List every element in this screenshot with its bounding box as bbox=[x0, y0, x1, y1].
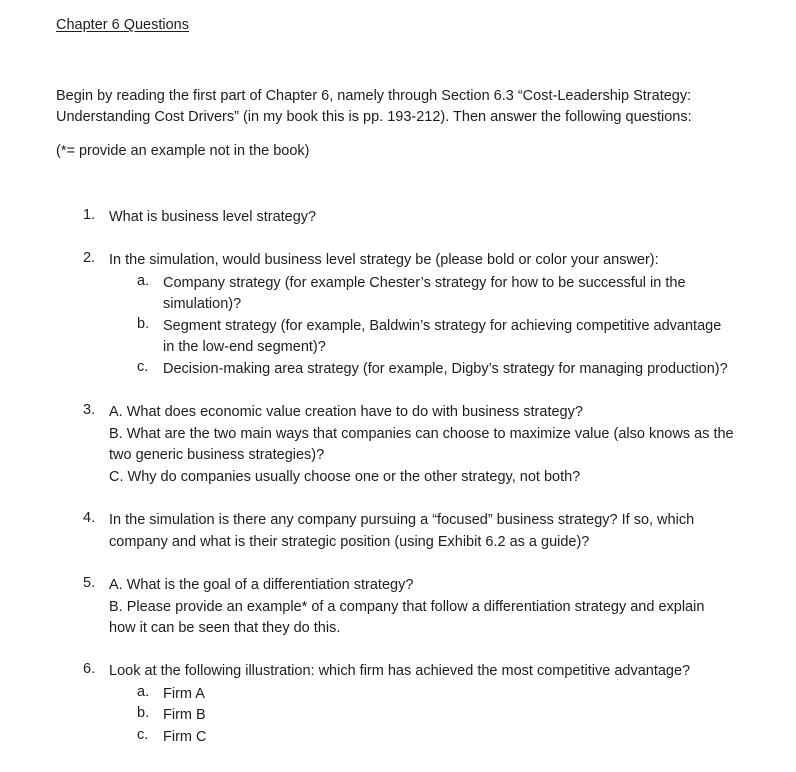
question-text: A. What does economic value creation have to do with business strategy? B. What are the two main ways that companies can choose to maximize value (also knows as the two generic business strategies)? C. Why do companies usually choose one or the other strategy, not both? bbox=[109, 404, 734, 485]
intro-line: Begin by reading the first part of Chapter 6, namely through Section 6.3 “Cost-Leadership Strategy: bbox=[56, 88, 692, 104]
option-text: Segment strategy (for example, Baldwin’s strategy for achieving competitive advantage in the low-end segment)? bbox=[163, 318, 722, 355]
option-letter: c. bbox=[137, 727, 149, 743]
question-number: 4. bbox=[83, 510, 96, 526]
question-text: What is business level strategy? bbox=[109, 209, 317, 225]
option-text: Firm B bbox=[163, 707, 206, 723]
question-text: In the simulation, would business level strategy be (please bold or color your answer): bbox=[109, 252, 659, 268]
question-text: Look at the following illustration: which firm has achieved the most competitive advantage? bbox=[109, 663, 691, 679]
example-note: (*= provide an example not in the book) bbox=[56, 143, 310, 159]
option-letter: b. bbox=[137, 316, 150, 332]
option-text: Firm A bbox=[163, 686, 205, 702]
option-letter: b. bbox=[137, 705, 150, 721]
option-text: Firm C bbox=[163, 729, 207, 745]
question-number: 5. bbox=[83, 575, 96, 591]
option-letter: a. bbox=[137, 684, 150, 700]
question-text: In the simulation is there any company pursuing a “focused” business strategy? If so, which company and what is their strategic position (using Exhibit 6.2 as a guide)? bbox=[109, 512, 695, 550]
option-text: Company strategy (for example Chester’s strategy for how to be successful in the simulation)? bbox=[163, 275, 686, 312]
document-title: Chapter 6 Questions bbox=[56, 17, 189, 33]
option-letter: c. bbox=[137, 359, 149, 375]
question-number: 2. bbox=[83, 250, 96, 266]
option-letter: a. bbox=[137, 273, 150, 289]
option-text: Decision-making area strategy (for example, Digby’s strategy for managing production)? bbox=[163, 361, 728, 377]
question-number: 6. bbox=[83, 661, 96, 677]
question-text: A. What is the goal of a differentiation strategy? B. Please provide an example* of a company that follow a differentiation strategy and explain how it can be seen that they do this. bbox=[109, 577, 705, 636]
question-number: 1. bbox=[83, 207, 96, 223]
intro-paragraph bbox=[56, 86, 776, 128]
question-number: 3. bbox=[83, 402, 96, 418]
intro-line: Understanding Cost Drivers” (in my book this is pp. 193-212). Then answer the following questions: bbox=[56, 109, 692, 125]
